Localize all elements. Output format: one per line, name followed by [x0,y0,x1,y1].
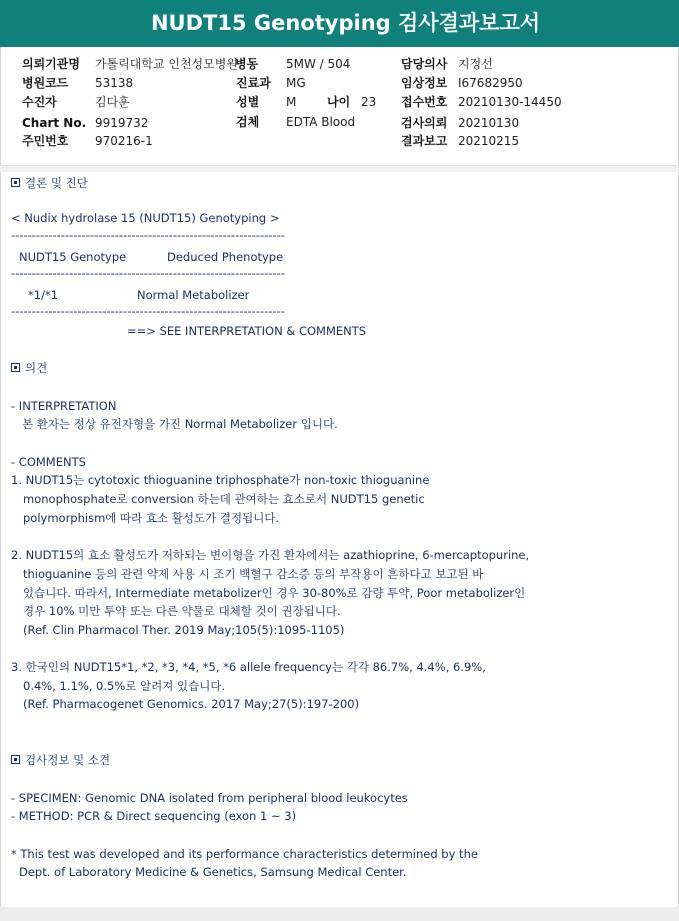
resident-number-label: 주민번호 [22,134,69,148]
divider-line: ------------------------------------------------------------------ [11,304,285,318]
divider-line: ------------------------------------------------------------------ [11,228,285,242]
interpretation-text: 본 환자는 정상 유전자형을 가진 Normal Metabolizer 입니다. [22,417,338,431]
conclusion-heading: 결론 및 진단 [11,176,88,191]
comment-3-line: 3. 한국인의 NUDT15*1, *2, *3, *4, *5, *6 allele frequency는 각각 86.7%, 4.4%, 6.9%, [11,660,486,674]
accession-number-label: 접수번호 [401,95,448,109]
sex-label: 성별 [236,95,260,109]
comment-1-line: polymorphism에 따라 효소 활성도가 결정됩니다. [23,511,280,525]
comment-2-line: thioguanine 등의 관련 약제 사용 시 조기 백혈구 감소증 등의 부작용이 흔하다고 보고된 바 [23,567,484,581]
ward-value: 5MW / 504 [286,57,351,71]
opinion-heading: 의견 [11,361,47,376]
report-title: NUDT15 Genotyping 검사결과보고서 [150,11,541,35]
header-separator [0,165,679,172]
footnote-line: Dept. of Laboratory Medicine & Genetics, Samsung Medical Center. [19,865,407,879]
clinical-info-label: 임상정보 [401,76,448,90]
chart-no-label: Chart No. [22,116,87,130]
patient-name-label: 수진자 [22,95,57,109]
comment-3-line: 0.4%, 1.1%, 0.5%로 알려져 있습니다. [23,679,226,693]
specimen-type-label: 검체 [236,115,260,129]
physician-label: 담당의사 [401,57,448,71]
comment-3-reference: (Ref. Pharmacogenet Genomics. 2017 May;27(5):197-200) [23,697,360,711]
divider-line: ------------------------------------------------------------------ [11,266,285,280]
footnote-line: * This test was developed and its performance characteristics determined by the [11,847,478,861]
report-title-bar [0,0,679,47]
department-label: 진료과 [236,76,271,90]
specimen-type-value: EDTA Blood [286,115,356,129]
report-date-label: 결과보고 [401,134,448,148]
genotype-value: *1/*1 [28,288,59,302]
specimen-line: - SPECIMEN: Genomic DNA isolated from peripheral blood leukocytes [11,791,408,805]
clinical-info-value: I67682950 [458,76,523,90]
patient-info-block [0,53,679,166]
comment-2-line: 2. NUDT15의 효소 활성도가 저하되는 변이형을 가진 환자에서는 azathioprine, 6-mercaptopurine, [11,548,530,562]
patient-name-value: 김다훈 [95,95,130,109]
sex-value: M [286,95,297,109]
comment-1-line: monophosphate로 conversion 하는데 관여하는 효소로서 NUDT15 genetic [23,492,425,506]
request-date-value: 20210130 [458,116,520,130]
comment-2-line: 경우 10% 미만 투약 또는 다른 약물로 대체할 것이 권장됩니다. [23,604,341,618]
section-square-icon [11,363,20,372]
physician-value: 지정선 [458,57,493,71]
genotype-column-header: NUDT15 Genotype [19,250,127,264]
hospital-code-value: 53138 [95,76,134,90]
section-square-icon [11,755,20,764]
test-info-heading: 검사정보 및 소견 [11,753,110,768]
comment-1-line: 1. NUDT15는 cytotoxic thioguanine triphosphate가 non-toxic thioguanine [11,473,430,487]
comment-2-reference: (Ref. Clin Pharmacol Ther. 2019 May;105(5):1095-1105) [23,623,345,637]
hospital-code-label: 병원코드 [22,76,69,90]
chart-no-value: 9919732 [95,116,149,130]
phenotype-value: Normal Metabolizer [137,288,250,302]
requesting-institution-value: 가톨릭대학교 인천성모병원 [95,57,238,71]
resident-number-value: 970216-1 [95,134,153,148]
requesting-institution-label: 의뢰기관명 [22,57,80,71]
comments-title: - COMMENTS [11,455,86,469]
request-date-label: 검사의뢰 [401,116,448,130]
method-line: - METHOD: PCR & Direct sequencing (exon 1 ~ 3) [11,809,297,823]
report-date-value: 20210215 [458,134,520,148]
phenotype-column-header: Deduced Phenotype [167,250,284,264]
see-interpretation-note: ==> SEE INTERPRETATION & COMMENTS [127,324,367,338]
age-label: 나이 [327,95,351,109]
age-value: 23 [361,95,377,109]
department-value: MG [286,76,306,90]
accession-number-value: 20210130-14450 [458,95,562,109]
comment-2-line: 있습니다. 따라서, Intermediate metabolizer인 경우 30-80%로 감량 투약, Poor metabolizer인 [23,586,526,600]
bottom-band [0,907,679,921]
ward-label: 병동 [235,57,259,71]
interpretation-title: - INTERPRETATION [11,399,117,413]
section-square-icon [11,178,20,187]
test-name: < Nudix hydrolase 15 (NUDT15) Genotyping > [11,211,280,225]
